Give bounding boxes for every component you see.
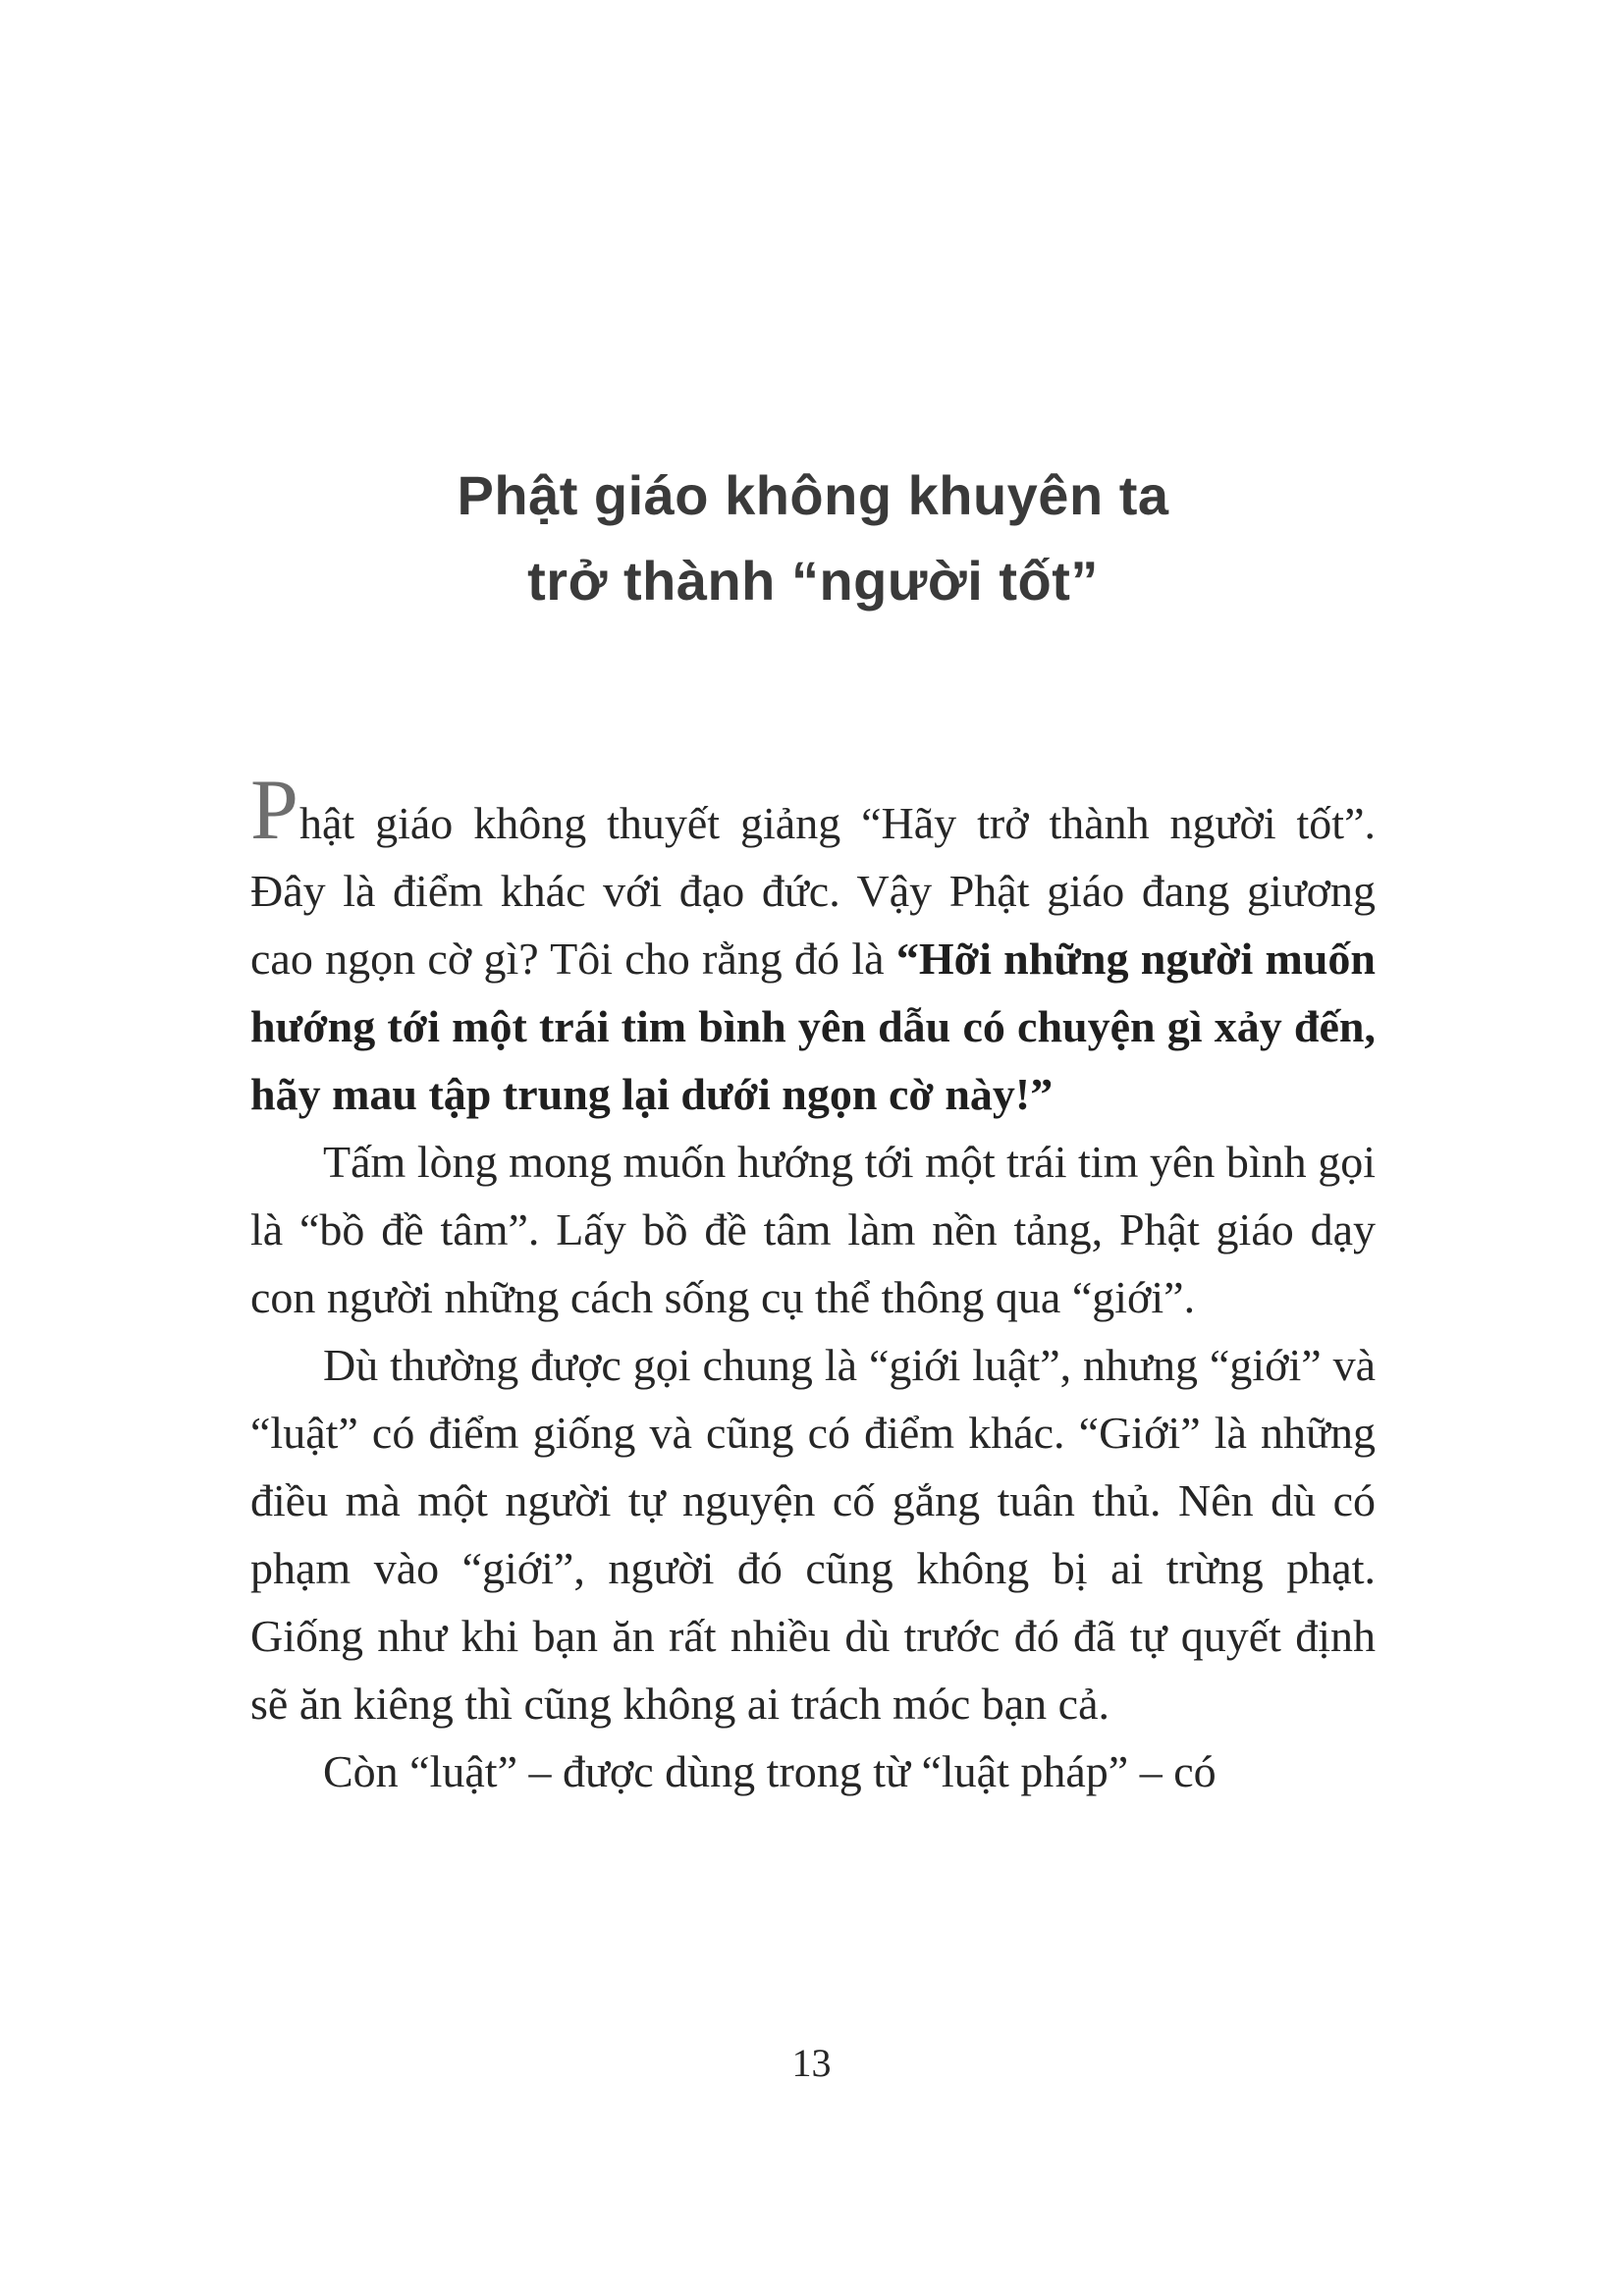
body-text xyxy=(250,762,1376,1805)
paragraph-1-text: hật giáo không thuyết giảng “Hãy trở thành người tốt”. Đây là điểm khác với đạo đức. Vậy Phật giáo đang giương cao ngọn cờ gì? Tôi cho rằng đó là xyxy=(250,797,1376,984)
drop-cap: P xyxy=(250,762,299,858)
page-number: 13 xyxy=(791,2041,832,2085)
paragraph-1 xyxy=(250,762,1376,1128)
chapter-title xyxy=(250,0,1376,624)
paragraph-2: Tấm lòng mong muốn hướng tới một trái tim yên bình gọi là “bồ đề tâm”. Lấy bồ đề tâm làm nền tảng, Phật giáo dạy con người những cách sống cụ thể thông qua “giới”. xyxy=(250,1136,1376,1322)
paragraph-3: Dù thường được gọi chung là “giới luật”, nhưng “giới” và “luật” có điểm giống và cũng có điểm khác. “Giới” là những điều mà một người tự nguyện cố gắng tuân thủ. Nên dù có phạm vào “giới”, người đó cũng không bị ai trừng phạt. Giống như khi bạn ăn rất nhiều dù trước đó đã tự quyết định sẽ ăn kiêng thì cũng không ai trách móc bạn cả. xyxy=(250,1339,1376,1729)
page-content xyxy=(250,0,1376,1805)
chapter-title-line1: Phật giáo không khuyên ta xyxy=(457,464,1169,526)
paragraph-4: Còn “luật” – được dùng trong từ “luật pháp” – có xyxy=(323,1745,1217,1796)
paragraph-1-bold-text: “Hỡi những người muốn hướng tới một trái tim bình yên dẫu có chuyện gì xảy đến, hãy mau tập trung lại dưới ngọn cờ này!” xyxy=(250,933,1376,1119)
chapter-title-line2: trở thành “người tốt” xyxy=(527,549,1099,612)
